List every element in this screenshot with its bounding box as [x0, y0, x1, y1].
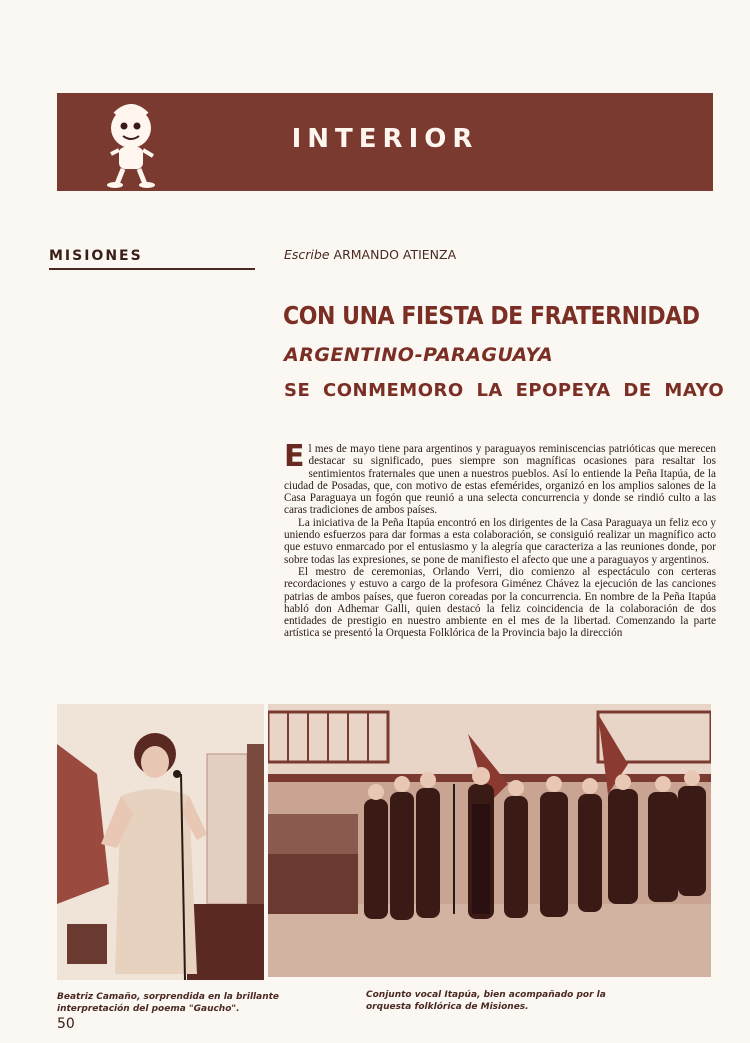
- byline-author: ARMANDO ATIENZA: [333, 247, 457, 262]
- mascot-illustration: [101, 102, 159, 188]
- article-body: [284, 439, 716, 640]
- headline-line-1: CON UNA FIESTA DE FRATERNIDAD: [283, 301, 700, 330]
- article-paragraph: La iniciativa de la Peña Itapúa encontró en los dirigentes de la Casa Paraguaya un feliz eco y uniendo esfuerzos para dar formas a esta colaboración, se consiguió realizar un magnífico acto que estuvo enmarcado por el entusiasmo y la alegría que caracteriza a las reuniones donde, por sobre todas las expresiones, se pone de manifiesto el afecto que une a paraguayos y argentinos.: [284, 516, 716, 566]
- byline: [284, 247, 456, 262]
- byline-prefix: Escribe: [284, 247, 330, 262]
- photo-group: [268, 704, 711, 977]
- caption-photo-group: Conjunto vocal Itapúa, bien acompañado por la orquesta folklórica de Misiones.: [366, 990, 606, 1012]
- headline-line-2: ARGENTINO-PARAGUAYA: [284, 344, 554, 366]
- drop-cap: E: [284, 439, 305, 474]
- caption-photo-singer: Beatriz Camaño, sorprendida en la brillante interpretación del poema "Gaucho".: [57, 992, 280, 1014]
- article-paragraph: [284, 439, 716, 517]
- section-label: MISIONES: [49, 248, 255, 270]
- photo-singer: [57, 704, 264, 980]
- headline-line-3: SE CONMEMORO LA EPOPEYA DE MAYO: [284, 380, 725, 401]
- paragraph-text: l mes de mayo tiene para argentinos y paraguayos reminiscencias patrióticas que merecen destacar su significado, pues siempre son magníficas ocasiones para resaltar los sentimientos fraternales que unen a nuestros pueblos. Así lo entiende la Peña Itapúa, de la ciudad de Posadas, que, con motivo de estas efemérides, organizó en los amplios salones de la Casa Paraguaya un fogón que reunió a una selecta concurrencia y donde se rindió culto a las caras tradiciones de ambos países.: [284, 443, 716, 517]
- page-number: 50: [57, 1016, 75, 1032]
- banner-title: INTERIOR: [291, 124, 479, 154]
- article-paragraph: El mestro de ceremonias, Orlando Verri, dio comienzo al espectáculo con certeras recordaciones y estuvo a cargo de la profesora Giménez Chávez la ejecución de las canciones patrias de ambos países, que fueron coreadas por la concurrencia. En nombre de la Peña Itapúa habló don Adhemar Galli, quien destacó la feliz coincidencia de la colaboración de dos entidades de prestigio en nuestro ambiente en el mes de la libertad. Comenzando la parte artística se presentó la Orquesta Folklórica de la Provincia bajo la dirección: [284, 565, 716, 640]
